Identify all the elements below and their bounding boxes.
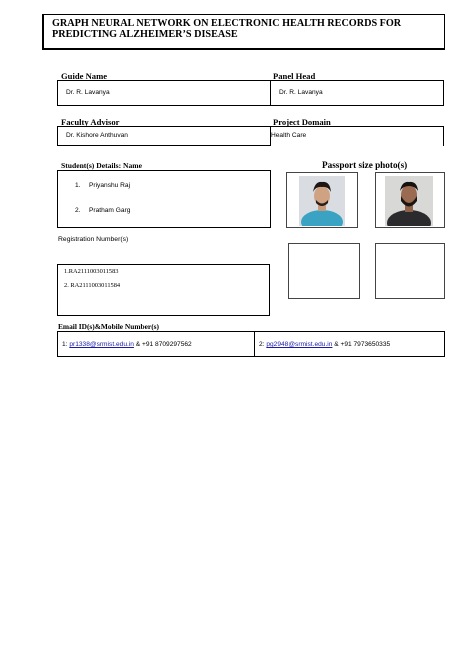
project-title-line-2: PREDICTING ALZHEIMER’S DISEASE: [52, 29, 238, 40]
contact-1: [62, 341, 192, 349]
contact-details-label: Email ID(s)&Mobile Number(s): [58, 322, 159, 331]
faculty-advisor-label: Faculty Advisor: [61, 117, 120, 127]
contact-1-prefix: 1:: [62, 341, 70, 348]
project-title-box: [42, 14, 445, 50]
student-1-number: 1.: [75, 182, 81, 189]
guide-name-label: Guide Name: [61, 71, 108, 81]
project-domain-value: Health Care: [271, 132, 307, 139]
student-1-name: Priyanshu Raj: [89, 182, 131, 189]
passport-photo-frame-1: [286, 172, 358, 228]
student-details-box: [57, 170, 271, 228]
student-photo-2: [385, 176, 433, 226]
contact-1-email-link[interactable]: pr1338@srmist.edu.in: [69, 341, 134, 348]
contact-box-1: [57, 331, 255, 357]
passport-photo-frame-3: [288, 243, 360, 299]
project-domain-label: Project Domain: [273, 117, 331, 127]
faculty-advisor-value: Dr. Kishore Anthuvan: [66, 132, 128, 139]
registration-label: Registration Number(s): [58, 236, 129, 243]
panel-head-label: Panel Head: [273, 71, 316, 81]
faculty-advisor-box: [57, 126, 271, 146]
project-domain-box: [270, 126, 444, 146]
contact-2-email-link[interactable]: pg2948@srmist.edu.in: [266, 341, 333, 348]
student-details-label: Student(s) Details: Name: [61, 161, 142, 170]
contact-2-prefix: 2:: [259, 341, 267, 348]
guide-name-box: [57, 80, 271, 106]
contact-1-phone: & +91 8709297562: [133, 341, 192, 348]
contact-box-2: [254, 331, 445, 357]
project-title-line-1: GRAPH NEURAL NETWORK ON ELECTRONIC HEALTH RECORDS FOR: [52, 18, 402, 29]
student-2-number: 2.: [75, 207, 81, 214]
panel-head-value: Dr. R. Lavanya: [279, 89, 323, 96]
registration-number-1: 1.RA2111003011583: [64, 268, 119, 275]
student-photo-1: [299, 176, 345, 226]
passport-photo-frame-2: [375, 172, 445, 228]
panel-head-box: [270, 80, 444, 106]
passport-photo-frame-4: [375, 243, 445, 299]
student-2-name: Pratham Garg: [89, 207, 131, 214]
contact-2-phone: & +91 7973650335: [332, 341, 391, 348]
guide-name-value: Dr. R. Lavanya: [66, 89, 110, 96]
passport-photo-label: Passport size photo(s): [322, 160, 408, 170]
contact-2: [259, 341, 390, 349]
registration-number-2: 2. RA2111003011584: [64, 282, 121, 289]
registration-box: [57, 264, 270, 316]
